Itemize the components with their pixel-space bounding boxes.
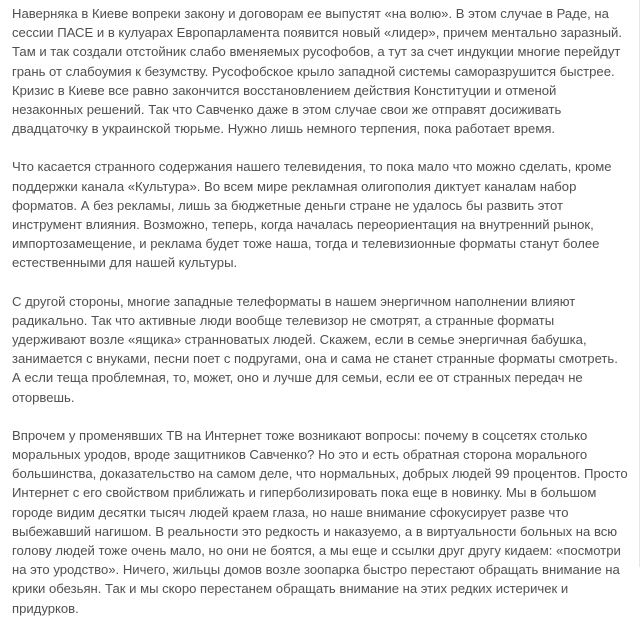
article-paragraph-4: Впрочем у променявших ТВ на Интернет тоже возникают вопросы: почему в соцсетях столько моральных уродов, вроде защитников Савченко? Но это и есть обратная сторона морального большинства, доказательство на самом деле, что нормальных, добрых людей 99 процентов. Просто Интернет с его свойством приближать и гиперболизировать пока еще в новинку. Мы в большом городе видим десятки тысяч людей краем глаза, но наше внимание сфокусирует разве что выбежавший нагишом. В реальности это редкость и наказуемо, а в виртуальности больных на всю голову людей тоже очень мало, но они не боятся, а мы еще и ссылки друг другу кидаем: «посмотри на это уродство». Ничего, жильцы домов возле зоопарка быстро перестают обращать внимание на крики обезьян. Так и мы скоро перестанем обращать внимание на этих редких истеричек и придурков. — [12, 427, 628, 616]
article-paragraph-3: С другой стороны, многие западные телеформаты в нашем энергичном наполнении влияют радикально. Так что активные люди вообще телевизор не смотрят, а странные форматы удерживают возле «ящика» странноватых людей. Скажем, если в семье энергичная бабушка, занимается с внуками, песни поет с подругами, она и сама не станет странные форматы смотреть. А если теща проблемная, то, может, оно и лучше для семьи, если ее от странных передач не оторвешь. — [12, 293, 618, 405]
article-paragraph-2: Что касается странного содержания нашего телевидения, то пока мало что можно сделать, кроме поддержки канала «Культура». Во всем мире рекламная олигополия диктует каналам набор форматов. А без рекламы, лишь за бюджетные деньги стране не удалось бы развить этот инструмент влияния. Возможно, теперь, когда началась переориентация на внутренний рынок, импортозамещение, и реклама будет тоже наша, тогда и телевизионные форматы станут более естественными для нашей культуры. — [12, 159, 612, 271]
article-body — [12, 4, 628, 618]
article-paragraph-1: Наверняка в Киеве вопреки закону и договорам ее выпустят «на волю». В этом случае в Раде, на сессии ПАСЕ и в кулуарах Европарламента появится новый «лидер», причем ментально заразный. Там и так создали отстойник слабо вменяемых русофобов, а тут за счет индукции многие перейдут грань от слабоумия к безумству. Русофобское крыло западной системы саморазрушится быстрее. Кризис в Киеве все равно закончится восстановлением действия Конституции и отменой незаконных решений. Так что Савченко даже в этом случае свои же отправят досиживать двадцаточку в украинской тюрьме. Нужно лишь немного терпения, пока работает время. — [12, 6, 622, 137]
